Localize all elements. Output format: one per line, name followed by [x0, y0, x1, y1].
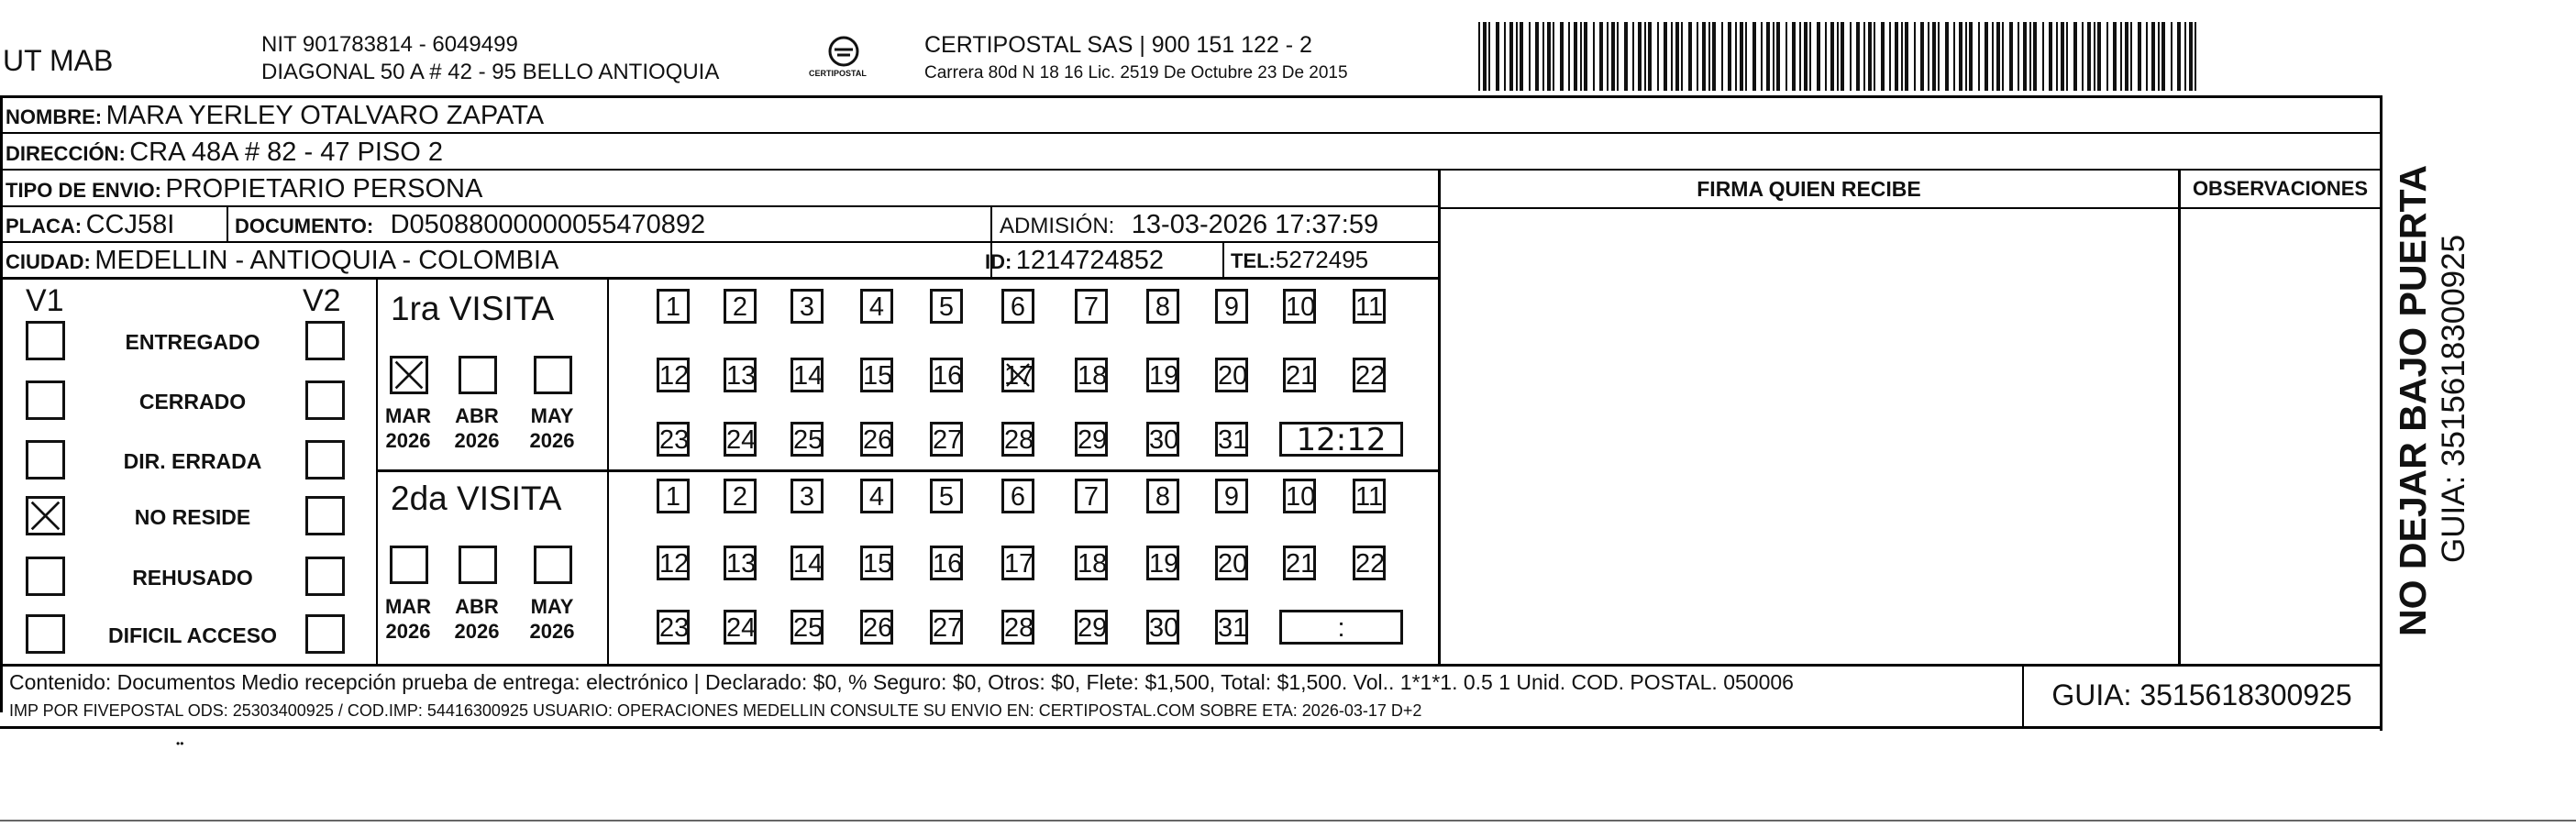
barcode-bar	[1996, 22, 2000, 91]
barcode-bar	[1516, 22, 1518, 91]
rule	[0, 169, 2383, 171]
barcode-bar	[2082, 22, 2084, 91]
barcode-bar	[1992, 22, 1994, 91]
barcode-bar	[1681, 22, 1683, 91]
day-box[interactable]: 2	[724, 479, 757, 513]
barcode-bar	[2151, 22, 2155, 91]
month-label: MAY 2026	[529, 595, 575, 643]
barcode-bar	[1617, 22, 1619, 91]
v2-checkbox[interactable]	[305, 557, 345, 596]
nombre-value: MARA YERLEY OTALVARO ZAPATA	[105, 101, 545, 130]
barcode-bar	[2073, 22, 2077, 91]
v1-checkbox[interactable]	[26, 614, 65, 654]
barcode-bar	[2042, 22, 2044, 91]
id-label: ID:	[985, 250, 1012, 273]
tipo-value: PROPIETARIO PERSONA	[165, 174, 483, 204]
barcode-bar	[1648, 22, 1652, 91]
day-box[interactable]: 13	[724, 546, 757, 580]
barcode-bar	[1752, 22, 1756, 91]
v2-checkbox[interactable]	[305, 496, 345, 535]
barcode-bar	[1520, 22, 1523, 91]
day-box[interactable]: 7	[1075, 479, 1108, 513]
barcode-bar	[1728, 22, 1731, 91]
barcode-bar	[1825, 22, 1827, 91]
admision-row	[1000, 212, 1378, 238]
tipo-row	[6, 176, 482, 203]
barcode-bar	[2171, 22, 2172, 91]
barcode-bar	[1657, 22, 1659, 91]
time-box[interactable]: 12:12	[1279, 422, 1403, 457]
day-box[interactable]: 29	[1075, 422, 1108, 457]
day-box[interactable]: 18	[1075, 358, 1108, 392]
barcode-bar	[1568, 22, 1570, 91]
v1-checkbox[interactable]	[26, 496, 65, 535]
day-box[interactable]: 3	[790, 479, 824, 513]
day-box[interactable]: 11	[1353, 289, 1386, 324]
barcode-bar	[1901, 22, 1903, 91]
barcode-bar	[2189, 22, 2193, 91]
day-box[interactable]: 9	[1215, 289, 1248, 324]
barcode-bar	[1483, 22, 1487, 91]
imp-text: IMP POR FIVEPOSTAL ODS: 25303400925 / COD.IMP: 54416300925 USUARIO: OPERACIONES MEDELLIN CONSULTE SU ENVIO EN: CERTIPOSTAL.COM SOBRE ETA: 2026-03-17 D+2	[9, 701, 1422, 720]
day-box[interactable]: 24	[724, 422, 757, 457]
day-box[interactable]: 18	[1075, 546, 1108, 580]
day-box[interactable]: 4	[860, 479, 893, 513]
barcode-bar	[1611, 22, 1615, 91]
barcode-bar	[1786, 22, 1787, 91]
barcode-bar	[1624, 22, 1628, 91]
barcode-bar	[1584, 22, 1587, 91]
firma-header: FIRMA QUIEN RECIBE	[1697, 177, 1921, 201]
day-box[interactable]: 8	[1146, 289, 1179, 324]
barcode-bar	[1478, 22, 1480, 91]
month-checkbox[interactable]	[390, 546, 428, 584]
day-box[interactable]: 26	[860, 610, 893, 645]
barcode-bar	[1874, 22, 1875, 91]
barcode-bar	[1809, 22, 1811, 91]
barcode-bar	[1560, 22, 1564, 91]
barcode-bar	[1837, 22, 1839, 91]
barcode-bar	[2002, 22, 2004, 91]
day-box[interactable]: 17	[1001, 546, 1034, 580]
day-box[interactable]: 20	[1215, 358, 1248, 392]
documento-row	[235, 212, 705, 238]
barcode-bar	[2184, 22, 2186, 91]
day-box[interactable]: 14	[790, 358, 824, 392]
day-box[interactable]: 8	[1146, 479, 1179, 513]
rule	[2380, 98, 2383, 731]
day-box[interactable]: 13	[724, 358, 757, 392]
observaciones-header: OBSERVACIONES	[2192, 177, 2369, 200]
month-label: MAR 2026	[384, 404, 432, 452]
day-box[interactable]: 15	[860, 546, 893, 580]
visit-title: 2da VISITA	[391, 480, 562, 517]
barcode-bar	[1638, 22, 1642, 91]
barcode-bar	[1607, 22, 1609, 91]
barcode-bar	[1664, 22, 1667, 91]
day-box[interactable]: 27	[930, 422, 963, 457]
rule	[376, 280, 378, 665]
day-box[interactable]: 3	[790, 289, 824, 324]
month-checkbox[interactable]	[459, 356, 497, 394]
day-box[interactable]: 30	[1146, 422, 1179, 457]
rule	[227, 205, 228, 242]
day-box[interactable]: 2	[724, 289, 757, 324]
certipostal-logo	[807, 35, 880, 90]
barcode-bar	[1580, 22, 1582, 91]
day-box[interactable]: 26	[860, 422, 893, 457]
barcode-bar	[1856, 22, 1860, 91]
day-box[interactable]: 4	[860, 289, 893, 324]
v1-checkbox[interactable]	[26, 440, 65, 480]
day-box[interactable]: 31	[1215, 610, 1248, 645]
day-box[interactable]: 16	[930, 358, 963, 392]
barcode-bar	[2029, 22, 2031, 91]
day-box[interactable]: 19	[1146, 358, 1179, 392]
barcode-bar	[1599, 22, 1603, 91]
barcode-bar	[2130, 22, 2132, 91]
barcode-bar	[2033, 22, 2037, 91]
day-box[interactable]: 17	[1001, 358, 1034, 392]
status-label: NO RESIDE	[134, 505, 251, 529]
rule	[0, 205, 1440, 207]
barcode-bar	[1504, 22, 1506, 91]
barcode-bar	[1938, 22, 1940, 91]
barcode-bar	[2120, 22, 2122, 91]
barcode-bar	[2009, 22, 2013, 91]
day-box[interactable]: 5	[930, 289, 963, 324]
status-label: REHUSADO	[132, 566, 253, 590]
v2-label: V2	[303, 283, 341, 318]
logo-text: CERTIPOSTAL	[809, 69, 867, 78]
day-box[interactable]: 28	[1001, 610, 1034, 645]
barcode-bar	[1632, 22, 1634, 91]
barcode-bar	[1496, 22, 1499, 91]
tipo-label: TIPO DE ENVIO:	[6, 179, 161, 202]
barcode-bar	[1671, 22, 1673, 91]
barcode-bar	[1535, 22, 1539, 91]
day-box[interactable]: 19	[1146, 546, 1179, 580]
day-box[interactable]: 10	[1283, 479, 1316, 513]
barcode-bar	[1688, 22, 1692, 91]
barcode-bar	[1735, 22, 1737, 91]
barcode-bar	[1721, 22, 1723, 91]
day-box[interactable]: 27	[930, 610, 963, 645]
id-value: 1214724852	[1015, 246, 1165, 275]
status-label: ENTREGADO	[125, 330, 260, 354]
barcode-bar	[1850, 22, 1852, 91]
barcode-bar	[1969, 22, 1973, 91]
day-box[interactable]: 11	[1353, 479, 1386, 513]
barcode-bar	[1953, 22, 1955, 91]
barcode-bar	[1773, 22, 1774, 91]
barcode-bar	[2146, 22, 2148, 91]
barcode-bar	[1830, 22, 1834, 91]
barcode-bar	[1702, 22, 1706, 91]
day-box[interactable]: 10	[1283, 289, 1316, 324]
barcode-bar	[1889, 22, 1891, 91]
barcode	[1478, 22, 2203, 91]
barcode-bar	[1868, 22, 1872, 91]
day-box[interactable]: 6	[1001, 289, 1034, 324]
v1-checkbox[interactable]	[26, 380, 65, 420]
day-box[interactable]: 21	[1283, 358, 1316, 392]
direccion-value: CRA 48A # 82 - 47 PISO 2	[129, 138, 443, 167]
month-checkbox[interactable]	[534, 546, 572, 584]
barcode-bar	[1841, 22, 1844, 91]
day-box[interactable]: 5	[930, 479, 963, 513]
ciudad-value: MEDELLIN - ANTIOQUIA - COLOMBIA	[94, 246, 559, 275]
barcode-bar	[1740, 22, 1743, 91]
barcode-bar	[1776, 22, 1780, 91]
month-checkbox[interactable]	[459, 546, 497, 584]
tel-row	[1231, 248, 1368, 271]
day-box[interactable]: 31	[1215, 422, 1248, 457]
sender-nit: NIT 901783814 - 6049499	[261, 32, 518, 57]
barcode-bar	[1766, 22, 1770, 91]
barcode-bar	[2087, 22, 2091, 91]
v2-checkbox[interactable]	[305, 614, 345, 654]
day-box[interactable]: 30	[1146, 610, 1179, 645]
day-box[interactable]: 9	[1215, 479, 1248, 513]
day-box[interactable]: 28	[1001, 422, 1034, 457]
barcode-bar	[2094, 22, 2095, 91]
sender-address: DIAGONAL 50 A # 42 - 95 BELLO ANTIOQUIA	[261, 60, 720, 84]
sender-name: UT MAB	[3, 44, 114, 77]
barcode-bar	[1708, 22, 1710, 91]
barcode-bar	[1792, 22, 1796, 91]
barcode-bar	[2138, 22, 2141, 91]
barcode-bar	[2106, 22, 2108, 91]
admision-value: 13-03-2026 17:37:59	[1131, 210, 1379, 239]
barcode-bar	[1965, 22, 1967, 91]
barcode-bar	[1932, 22, 1936, 91]
day-box[interactable]: 7	[1075, 289, 1108, 324]
rule	[607, 280, 609, 665]
barcode-bar	[1697, 22, 1698, 91]
day-box[interactable]: 14	[790, 546, 824, 580]
barcode-bar	[1509, 22, 1513, 91]
day-box[interactable]: 12	[657, 546, 690, 580]
direccion-row	[6, 139, 443, 166]
barcode-bar	[1920, 22, 1924, 91]
visit-title: 1ra VISITA	[391, 290, 555, 327]
barcode-bar	[2125, 22, 2128, 91]
id-row	[985, 248, 1164, 274]
barcode-bar	[1745, 22, 1747, 91]
day-box[interactable]: 22	[1353, 546, 1386, 580]
ciudad-label: CIUDAD:	[6, 250, 91, 273]
barcode-bar	[1593, 22, 1595, 91]
barcode-bar	[1905, 22, 1908, 91]
month-label: MAR 2026	[384, 595, 432, 643]
v2-checkbox[interactable]	[305, 380, 345, 420]
barcode-bar	[1959, 22, 1962, 91]
status-label: DIFICIL ACCESO	[107, 623, 277, 647]
month-label: MAY 2026	[529, 404, 575, 452]
v1-checkbox[interactable]	[26, 321, 65, 360]
month-checkbox[interactable]	[534, 356, 572, 394]
tel-value: 5272495	[1275, 246, 1369, 273]
barcode-bar	[1817, 22, 1820, 91]
barcode-bar	[2177, 22, 2181, 91]
barcode-bar	[1985, 22, 1988, 91]
rule	[0, 98, 3, 712]
documento-value: D05088000000055470892	[390, 210, 706, 239]
footer-guia: GUIA: 3515618300925	[2051, 678, 2352, 711]
day-box[interactable]: 20	[1215, 546, 1248, 580]
barcode-bar	[2097, 22, 2101, 91]
barcode-bar	[1799, 22, 1801, 91]
barcode-bar	[2023, 22, 2027, 91]
barcode-bar	[1488, 22, 1490, 91]
barcode-bar	[1945, 22, 1949, 91]
v1-label: V1	[26, 283, 64, 318]
nombre-row	[6, 103, 544, 129]
rule	[0, 664, 2383, 667]
rule	[376, 469, 1440, 472]
barcode-bar	[2061, 22, 2064, 91]
rule	[0, 95, 2383, 98]
barcode-bar	[2018, 22, 2019, 91]
barcode-bar	[1529, 22, 1531, 91]
placa-label: PLACA:	[6, 215, 83, 237]
company-line: CERTIPOSTAL SAS | 900 151 122 - 2	[924, 32, 1312, 58]
no-dejar-bajo-puerta: NO DEJAR BAJO PUERTA	[2392, 164, 2434, 636]
day-box[interactable]: 24	[724, 610, 757, 645]
rule	[2178, 169, 2181, 666]
documento-label: DOCUMENTO:	[235, 215, 374, 237]
rule	[0, 726, 2383, 729]
day-box[interactable]: 23	[657, 422, 690, 457]
day-box[interactable]: 23	[657, 610, 690, 645]
company-license: Carrera 80d N 18 16 Lic. 2519 De Octubre 23 De 2015	[924, 63, 1348, 83]
barcode-bar	[2158, 22, 2160, 91]
placa-row	[6, 212, 174, 238]
day-box[interactable]: 25	[790, 422, 824, 457]
barcode-bar	[1914, 22, 1916, 91]
direccion-label: DIRECCIÓN:	[6, 142, 126, 165]
barcode-bar	[1553, 22, 1554, 91]
month-label: ABR 2026	[454, 595, 500, 643]
day-box[interactable]: 22	[1353, 358, 1386, 392]
barcode-bar	[1761, 22, 1763, 91]
barcode-bar	[2056, 22, 2058, 91]
barcode-bar	[1644, 22, 1646, 91]
barcode-bar	[2161, 22, 2165, 91]
side-guia: GUIA: 3515618300925	[2436, 234, 2471, 563]
time-box[interactable]: :	[1279, 610, 1403, 645]
contenido-text: Contenido: Documentos Medio recepción prueba de entrega: electrónico | Declarado: $0, % Seguro: $0, Otros: $0, Flete: $1,500, Total: $1,500. Vol.. 1*1*1. 0.5 1 Unid. COD. POSTAL. 050006	[9, 670, 1794, 694]
barcode-bar	[1804, 22, 1808, 91]
barcode-bar	[1547, 22, 1551, 91]
barcode-bar	[1928, 22, 1929, 91]
day-box[interactable]: 6	[1001, 479, 1034, 513]
rule	[0, 132, 2383, 134]
nombre-label: NOMBRE:	[6, 105, 103, 128]
barcode-bar	[2195, 22, 2196, 91]
status-label: DIR. ERRADA	[123, 449, 262, 473]
barcode-bar	[1863, 22, 1865, 91]
tel-label: TEL:	[1231, 249, 1276, 272]
placa-value: CCJ58I	[85, 210, 175, 239]
day-box[interactable]: 16	[930, 546, 963, 580]
barcode-bar	[1712, 22, 1716, 91]
day-box[interactable]: 1	[657, 289, 690, 324]
barcode-bar	[1895, 22, 1898, 91]
day-box[interactable]: 15	[860, 358, 893, 392]
barcode-bar	[1574, 22, 1577, 91]
bottom-rule	[0, 820, 2576, 821]
v1-checkbox[interactable]	[26, 557, 65, 596]
rule	[1438, 169, 1441, 666]
ciudad-row	[6, 248, 558, 274]
barcode-bar	[1978, 22, 1980, 91]
day-box[interactable]: 29	[1075, 610, 1108, 645]
barcode-bar	[1675, 22, 1679, 91]
admision-label: ADMISIÓN:	[1000, 214, 1115, 238]
stray-mark: ••	[176, 737, 184, 750]
day-box[interactable]: 1	[657, 479, 690, 513]
status-label: CERRADO	[138, 390, 247, 414]
v2-checkbox[interactable]	[305, 321, 345, 360]
day-box[interactable]: 21	[1283, 546, 1316, 580]
barcode-bar	[2066, 22, 2068, 91]
rule	[1222, 241, 1224, 278]
day-box[interactable]: 25	[790, 610, 824, 645]
v2-checkbox[interactable]	[305, 440, 345, 480]
month-label: ABR 2026	[454, 404, 500, 452]
rule	[1440, 207, 2383, 209]
barcode-bar	[2049, 22, 2052, 91]
barcode-bar	[1881, 22, 1885, 91]
month-checkbox[interactable]	[390, 356, 428, 394]
day-box[interactable]: 12	[657, 358, 690, 392]
barcode-bar	[2113, 22, 2117, 91]
barcode-bar	[1542, 22, 1544, 91]
